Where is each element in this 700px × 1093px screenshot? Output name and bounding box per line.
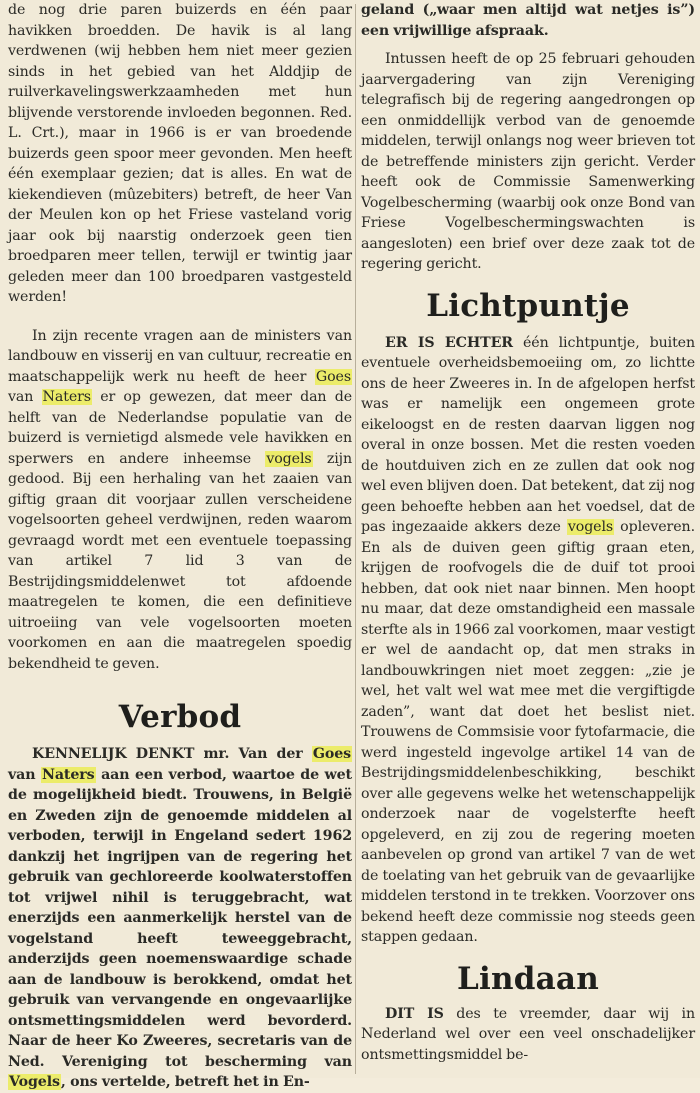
right-para-1-text: geland („waar men altijd wat netjes is”) een vrijwillige afspraak. bbox=[361, 2, 695, 39]
lead-in: ER IS ECHTER bbox=[385, 334, 513, 351]
highlighted-term: Vogels bbox=[9, 1074, 60, 1090]
text-run: van bbox=[8, 766, 41, 783]
right-para-4 bbox=[361, 1004, 695, 1066]
highlighted-term: Naters bbox=[42, 389, 91, 405]
text-run: er op gewezen, dat meer dan de helft van de Nederlandse populatie van de buizerd is vernietigd alsmede vele havikken en sperwers en andere inheemse bbox=[8, 389, 352, 467]
text-run: aan een verbod, waartoe de wet de mogelijkheid biedt. Trouwens, in België en Zweden zijn de genoemde middelen al verboden, terwijl in Engeland sedert 1962 dankzij het ingrijpen van de regering het gebruik van gechloreerde koolwaterstoffen tot vrijwel nihil is teruggebracht, wat enerzijds een aanmerkelijk herstel van de vogelstand heeft teweeggebracht, anderzijds geen noemenswaardige schade aan de landbouw is berokkend, omdat het gebruik van vervangende en ongevaarlijke ontsmettingsmiddelen werd bevorderd. Naar de heer Ko Zweeres, secretaris van de Ned. Vereniging tot bescherming van bbox=[8, 766, 353, 1070]
heading-lindaan: Lindaan bbox=[457, 960, 599, 997]
right-column bbox=[361, 0, 695, 1065]
right-para-3 bbox=[361, 333, 695, 948]
lead-in: DIT IS bbox=[385, 1005, 444, 1022]
left-column bbox=[8, 0, 352, 1093]
right-para-1 bbox=[361, 0, 695, 41]
highlighted-term: vogels bbox=[567, 519, 614, 535]
heading-lichtpuntje: Lichtpuntje bbox=[426, 287, 630, 324]
text-run: van bbox=[8, 389, 42, 405]
left-para-1-text: de nog drie paren buizerds en één paar havikken broedden. De havik is al lang verdwenen (wij hebben hem niet meer gezien sinds in het gebied van het Alddjip de ruilverkavelingswerkzaamheden met hun blijvende verstorende invloeden begonnen. Red. L. Crt.), maar in 1966 is er van broedende buizerds geen spoor meer gevonden. Men heeft één exemplaar gezien; dat is alles. En wat de kiekendieven (mûzebiters) betreft, de heer Van der Meulen kon op het Friese vasteland vorig jaar ook bij naarstig onderzoek geen tien broedparen meer tellen, terwijl er twintig jaar geleden meer dan 100 broedparen vastgesteld werden! bbox=[8, 2, 352, 305]
lead-in: KENNELIJK DENKT bbox=[32, 746, 195, 762]
text-run: des te vreemder, daar wij in Nederland wel over een veel onschadelijker ontsmettingsmiddel be- bbox=[361, 1005, 695, 1063]
highlighted-term: Goes bbox=[312, 746, 352, 762]
heading-verbod: Verbod bbox=[118, 699, 242, 735]
text-run: opleveren. En als de duiven geen giftig graan eten, krijgen de roofvogels die de duif tot prooi hebben, dat ook niet naar binnen. Men hoopt nu maar, dat deze omstandigheid een massale sterfte als in 1966 zal voorkomen, maar vestigt er wel de aandacht op, dat men straks in landbouwkringen niet moet zeggen: „zie je wel, het valt wel wat mee met die vergiftigde zaden”, want dat doet het beslist niet. Trouwens de Commsisie voor fytofarmacie, die werd ingesteld ingevolge artikel 14 van de Bestrijdingsmiddelenbeschikking, beschikt over alle gegevens welke het wetenschappelijk onderzoek naar de vogelsterfte heeft opgeleverd, en zij zou de regering moeten aanbevelen op grond van artikel 7 van de wet de toelating van het gebruik van de gevaarlijke middelen terstond in te trekken. Voorzover ons bekend heeft deze commissie nog steeds geen stappen gedaan. bbox=[361, 519, 695, 945]
highlighted-term: Goes bbox=[315, 368, 351, 385]
left-para-1 bbox=[8, 0, 352, 308]
column-divider bbox=[355, 4, 356, 1074]
right-para-2-text: Intussen heeft de op 25 februari gehouden jaarvergadering van zijn Vereniging telegrafisch bij de regering aangedrongen op een onmiddellijk verbod van de genoemde middelen, terwijl onlangs nog weer brieven tot de betreffende ministers zijn gericht. Verder heeft ook de Commissie Samenwerking Vogelbescherming (waarbij ook onze Bond van Friese Vogelbeschermingswachten is aangesloten) een brief over deze zaak tot de regering gericht. bbox=[361, 51, 695, 272]
highlighted-term: vogels bbox=[266, 450, 312, 467]
text-run: , ons vertelde, betreft het in En- bbox=[60, 1074, 310, 1090]
text-run: In zijn recente vragen aan de ministers van landbouw en visserij en van cultuur, recreatie en maatschappelijk werk nu heeft de heer bbox=[8, 327, 352, 385]
right-para-2 bbox=[361, 49, 695, 275]
highlighted-term: Naters bbox=[41, 766, 95, 783]
left-para-3 bbox=[8, 744, 352, 1093]
left-para-2 bbox=[8, 326, 352, 675]
text-run: mr. Van der bbox=[194, 746, 312, 762]
text-run: zijn gedood. Bij een herhaling van het zaaien van giftig graan dit voorjaar zullen verscheidene vogelsoorten geheel verdwijnen, reden waarom gevraagd wordt met een eventuele toepassing van artikel 7 lid 3 van de Bestrijdingsmiddelenwet tot afdoende maatregelen te komen, die een definitieve uitroeiing van vele vogelsoorten moeten voorkomen en aan die maatregelen spoedig bekendheid te geven. bbox=[8, 450, 353, 672]
text-run: één lichtpuntje, buiten eventuele overheidsbemoeiing om, zo lichtte ons de heer Zweeres in. In de afgelopen herfst was er namelijk een ongemeen grote eikeloogst en de resten daarvan liggen nog overal in onze bossen. Met die resten voeden de houtduiven zich en ze zullen dat ook nog wel even blijven doen. Dat betekent, dat zij nog geen behoefte hebben aan het voedsel, dat de pas ingezaaide akkers deze bbox=[361, 334, 695, 535]
